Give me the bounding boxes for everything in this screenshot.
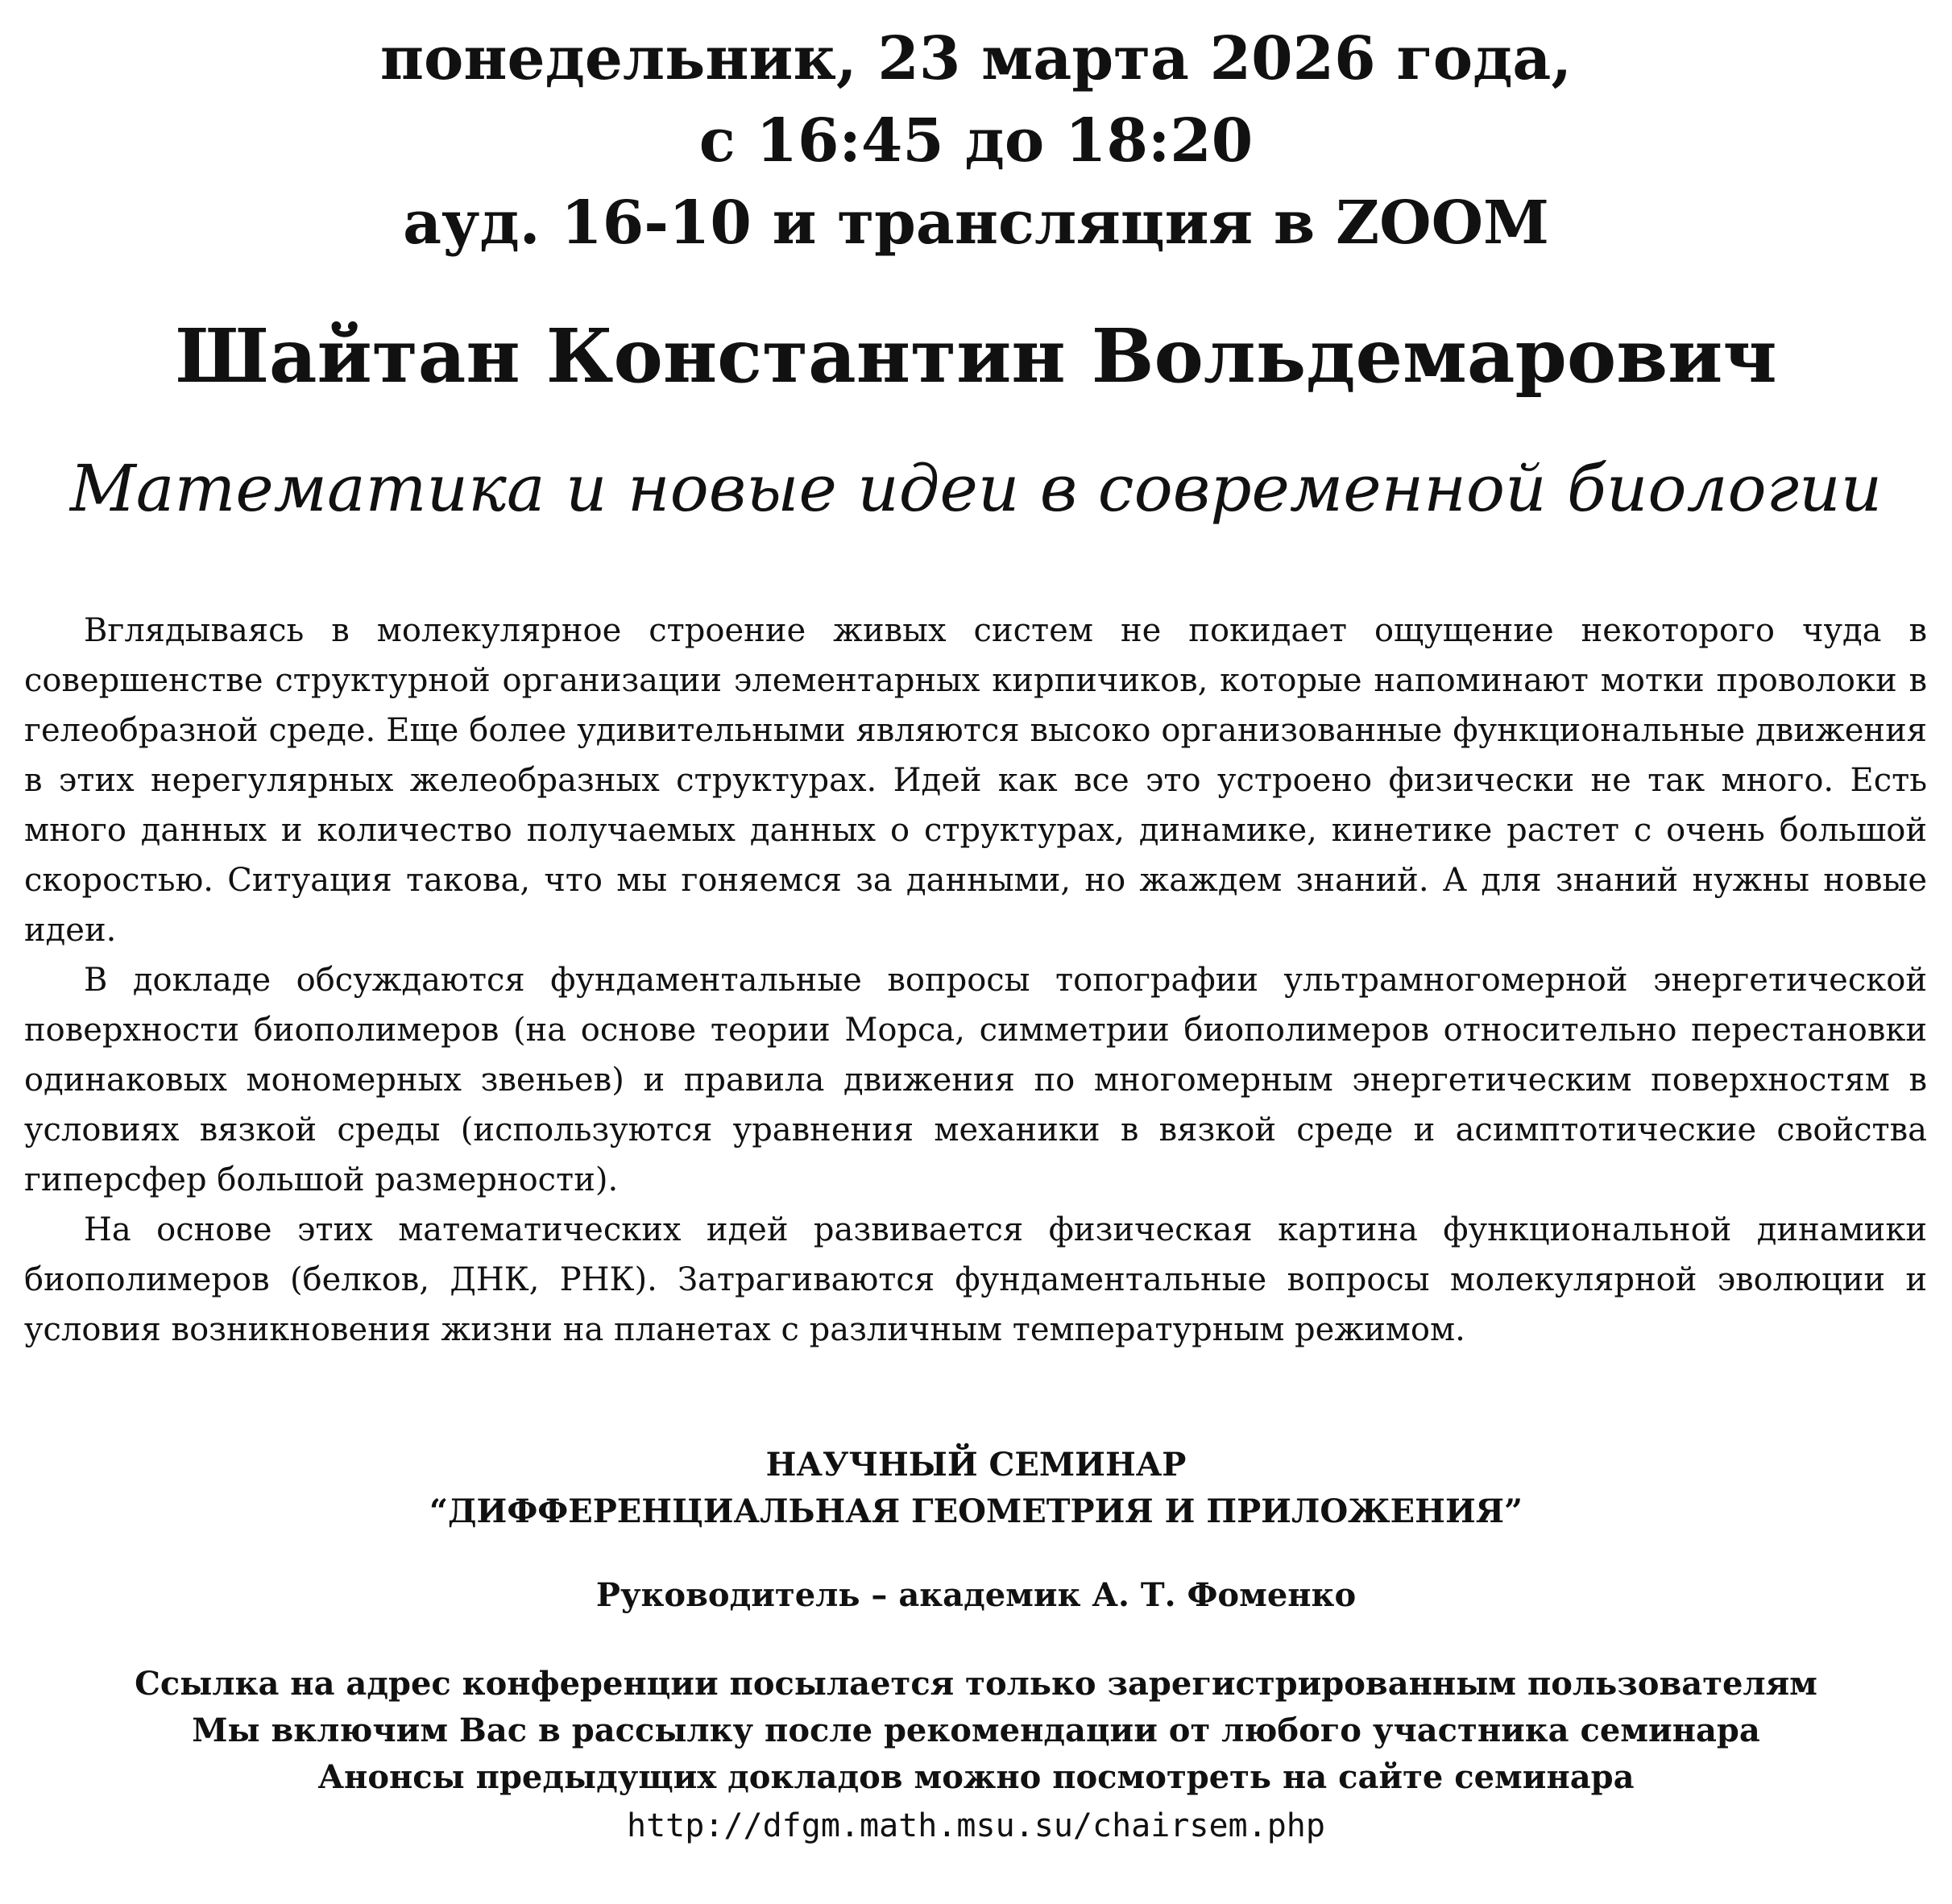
speaker-name: Шайтан Константин Вольдемарович (175, 313, 1777, 399)
talk-title: Математика и новые идеи в современной биологии (69, 451, 1883, 526)
note-line: Ссылка на адрес конференции посылается только зарегистрированным пользователям (135, 1665, 1817, 1703)
seminar-title-line: НАУЧНЫЙ СЕМИНАР (765, 1446, 1187, 1484)
abstract-paragraph: Вглядываясь в молекулярное строение живых систем не покидает ощущение некоторого чуда в совершенстве структурной организации элементарных кирпичиков, которые напоминают мотки проволоки в гелеобразной среде. Еще более удивительными являются высоко организованные функциональные движения в этих нерегулярных желеобразных структурах. Идей как все это устроено физически не так много. Есть много данных и количество получаемых данных о структурах, динамике, кинетике растет с очень большой скоростью. Ситуация такова, что мы гоняемся за данными, но жаждем знаний. А для знаний нужны новые идеи. (24, 612, 1927, 949)
note-line: Анонсы предыдущих докладов можно посмотреть на сайте семинара (317, 1758, 1635, 1796)
event-place: ауд. 16-10 и трансляция в ZOOM (403, 188, 1549, 258)
seminar-notes (0, 1661, 1952, 1801)
seminar-title (0, 1442, 1952, 1535)
event-time: с 16:45 до 18:20 (698, 106, 1254, 176)
seminar-url-link[interactable]: http://dfgm.math.msu.su/chairsem.php (627, 1807, 1325, 1844)
seminar-url-line (0, 1803, 1952, 1849)
event-date: понедельник, 23 марта 2026 года, (379, 24, 1573, 93)
seminar-head: Руководитель – академик А. Т. Фоменко (595, 1576, 1357, 1614)
abstract-paragraph: На основе этих математических идей развивается физическая картина функциональной динамики биополимеров (белков, ДНК, РНК). Затрагиваются фундаментальные вопросы молекулярной эволюции и условия возникновения жизни на планетах с различным температурным режимом. (24, 1211, 1927, 1348)
event-schedule (0, 18, 1952, 264)
talk-abstract (24, 606, 1927, 1355)
abstract-paragraph: В докладе обсуждаются фундаментальные вопросы топографии ультрамногомерной энергетической поверхности биополимеров (на основе теории Морса, симметрии биополимеров относительно перестановки одинаковых мономерных звеньев) и правила движения по многомерным энергетическим поверхностям в условиях вязкой среды (используются уравнения механики в вязкой среде и асимптотические свойства гиперсфер большой размерности). (24, 962, 1927, 1198)
note-line: Мы включим Вас в рассылку после рекомендации от любого участника семинара (192, 1712, 1760, 1749)
seminar-title-line: “ДИФФЕРЕНЦИАЛЬНАЯ ГЕОМЕТРИЯ И ПРИЛОЖЕНИЯ” (429, 1492, 1523, 1530)
